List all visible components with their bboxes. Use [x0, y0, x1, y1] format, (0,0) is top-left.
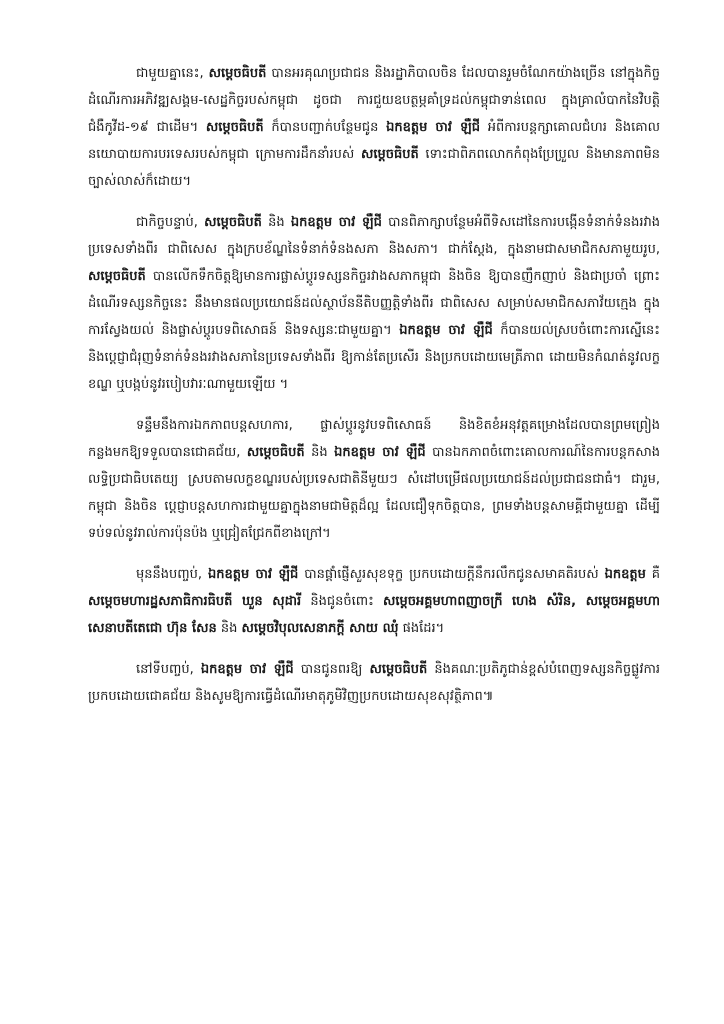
paragraph-4-text: មុននឹងបញ្ចប់, — [136, 567, 208, 582]
paragraph-5-text: នៅទីបញ្ចប់, — [136, 662, 201, 677]
paragraph-3-text: បានឯកភាពចំពោះគោលការណ៍នៃការបន្តកសាងលទ្ធិប្រជាធិបតេយ្យ ស្របតាមលក្ខខណ្ឌរបស់ប្រទេសជាតិនីមួយៗ សំដៅបម្រើផលប្រយោជន៍ដល់ប្រជាជនជាធំ។ ជារួម, កម្ពុជា និងចិន ប្ដេជ្ញាបន្តសហការជាមួយគ្នាក្នុងនាមជាមិត្តដ៏ល្អ ដែលជឿទុកចិត្តបាន, ព្រមទាំងបន្តសាមគ្គីជាមួយគ្នា ដើម្បីទប់ទល់នូវរាល់ការប៉ុនប៉ង ឬជ្រៀតជ្រែកពីខាងក្រៅ។ — [88, 445, 661, 541]
paragraph-2-bold-name: ឯកឧត្តម ចាវ ឡឺជី — [399, 323, 493, 338]
paragraph-1-text: អំពីការបន្តក្សាគោលជំហរ និងគោលនយោបាយការបរទេសរបស់កម្ពុជា ក្រោមការដឹកនាំរបស់ — [88, 120, 661, 162]
paragraph-4-text: គឺ — [645, 567, 661, 582]
paragraph-4-bold-name: ឯកឧត្តម — [604, 567, 646, 582]
paragraph-2-bold-name: សម្ដេចធិបតី — [88, 269, 146, 284]
paragraph-3-bold-name: ឯកឧត្តម ចាវ ឡឺជី — [334, 445, 426, 460]
paragraph-3 — [88, 412, 660, 547]
paragraph-1-text: ក៏បានបញ្ជាក់បន្ថែមជូន — [263, 120, 387, 135]
paragraph-4-bold-name: សម្ដេចវិបុលសេនាភក្តី សាយ ឈុំ — [241, 621, 399, 636]
paragraph-2-text: ជាកិច្ចបន្ទាប់, — [136, 215, 205, 230]
document-page — [88, 60, 660, 724]
paragraph-5-text: បានជូនពរឱ្យ — [293, 662, 370, 677]
paragraph-1-text: ទោះជាពិភពលោកកំពុងប្រែប្រួល និងមានភាពមិនច្បាស់លាស់ក៏ដោយ។ — [88, 147, 660, 189]
paragraph-1-bold-name: សម្ដេចធិបតី — [208, 66, 267, 81]
paragraph-1-bold-name: ឯកឧត្តម ចាវ ឡឺជី — [386, 120, 481, 135]
paragraph-4-bold-name: ឯកឧត្តម ចាវ ឡឺជី — [207, 567, 299, 582]
paragraph-1 — [88, 60, 660, 195]
paragraph-4-text: ផងដែរ។ — [398, 621, 445, 636]
paragraph-2 — [88, 209, 660, 398]
paragraph-4-text: និងជូនចំពោះ — [301, 594, 384, 609]
paragraph-5-text: និងគណៈប្រតិភូជាន់ខ្ពស់បំពេញទស្សនកិច្ចផ្លូវការប្រកបដោយជោគជ័យ និងសូមឱ្យការធ្វើដំណើរមាតុភូមិវិញប្រកបដោយសុខសុវត្ថិភាព៕ — [88, 662, 661, 704]
paragraph-1-text: ជាមួយគ្នានេះ, — [136, 66, 209, 81]
paragraph-5-bold-name: សម្ដេចធិបតី — [369, 662, 428, 677]
paragraph-3-text: ទន្ទឹមនឹងការឯកភាពបន្តសហការ, ផ្លាស់ប្ដូរនូវបទពិសោធន៍ និងខិតខំអនុវត្តគម្រោងដែលបានព្រមព្រៀងកន្លងមកឱ្យទទួលបានជោគជ័យ, — [88, 418, 660, 460]
paragraph-2-text: និង — [261, 215, 291, 230]
paragraph-5-bold-name: ឯកឧត្តម ចាវ ឡឺជី — [200, 662, 294, 677]
paragraph-4-text: បានផ្ដាំផ្ញើសួរសុខទុក្ខ ប្រកបដោយក្ដីនឹករលឹកជូនសមាគតិរបស់ — [298, 567, 605, 582]
paragraph-2-text: ក៏បានយល់ស្របចំពោះការស្នើនេះ និងប្ដេជ្ញាជំរុញទំនាក់ទំនងរវាងសភានៃប្រទេសទាំងពីរ ឱ្យកាន់តែប្រសើរ និងប្រកបដោយមេត្រីភាព ដោយមិនកំណត់នូវលក្ខខណ្ឌ ឬបង្កប់នូវរបៀបវារៈណាមួយឡើយ ។ — [88, 323, 661, 392]
paragraph-2-bold-name: សម្ដេចធិបតី — [204, 215, 262, 230]
paragraph-3-text: និង — [304, 445, 335, 460]
paragraph-4-text: និង — [216, 621, 242, 636]
paragraph-4 — [88, 561, 660, 642]
paragraph-1-text: បានអរគុណប្រជាជន និងរដ្ឋាភិបាលចិន ដែលបានរួមចំណែកយ៉ាងច្រើន នៅក្នុងកិច្ចដំណើរការអភិវឌ្ឍសង្គម-សេដ្ឋកិច្ចរបស់កម្ពុជា ដូចជា ការជួយឧបត្ថម្ភគាំទ្រដល់កម្ពុជាទាន់ពេល ក្នុងគ្រាលំបាកនៃវិបត្តិជំងឺកូវីដ-១៩ ជាដើម។ — [88, 66, 661, 135]
paragraph-2-bold-name: ឯកឧត្តម ចាវ ឡឺជី — [290, 215, 382, 230]
paragraph-5 — [88, 656, 660, 710]
paragraph-2-text: បានលើកទឹកចិត្តឱ្យមានការផ្លាស់ប្ដូរទស្សនកិច្ចរវាងសភាកម្ពុជា និងចិន ឱ្យបានញឹកញាប់ និងជាប្រចាំ ព្រោះដំណើរទស្សនកិច្ចនេះ នឹងមានផលប្រយោជន៍ដល់ស្ថាប័ននីតិបញ្ញត្តិទាំងពីរ ជាពិសេស សម្រាប់សមាជិកសភាវ័យក្មេង ក្នុងការស្វែងយល់ និងផ្លាស់ប្ដូរបទពិសោធន៍ និងទស្សនៈជាមួយគ្នា។ — [88, 269, 660, 338]
paragraph-1-bold-name: សម្ដេចធិបតី — [205, 120, 264, 135]
paragraph-2-text: បានពិភាក្សាបន្ថែមអំពីទិសដៅនៃការបង្កើនទំនាក់ទំនងរវាងប្រទេសទាំងពីរ ជាពិសេស ក្នុងក្របខ័ណ្ឌនៃទំនាក់ទំនងសភា និងសភា។ ជាក់ស្ដែង, ក្នុងនាមជាសមាជិកសភាមួយរូប, — [88, 215, 660, 257]
paragraph-1-bold-name: សម្ដេចធិបតី — [360, 147, 419, 162]
paragraph-4-bold-name: សម្ដេចមហារដ្ឋសភាធិការធិបតី ឃួន សុដារី — [88, 594, 302, 609]
paragraph-4-bold-name: សម្ដេចអគ្គមហាពញាចក្រី ហេង សំរិន, សម្ដេចអគ្គមហាសេនាបតីតេជោ ហ៊ុន សែន — [88, 594, 660, 636]
paragraph-3-bold-name: សម្ដេចធិបតី — [246, 445, 305, 460]
